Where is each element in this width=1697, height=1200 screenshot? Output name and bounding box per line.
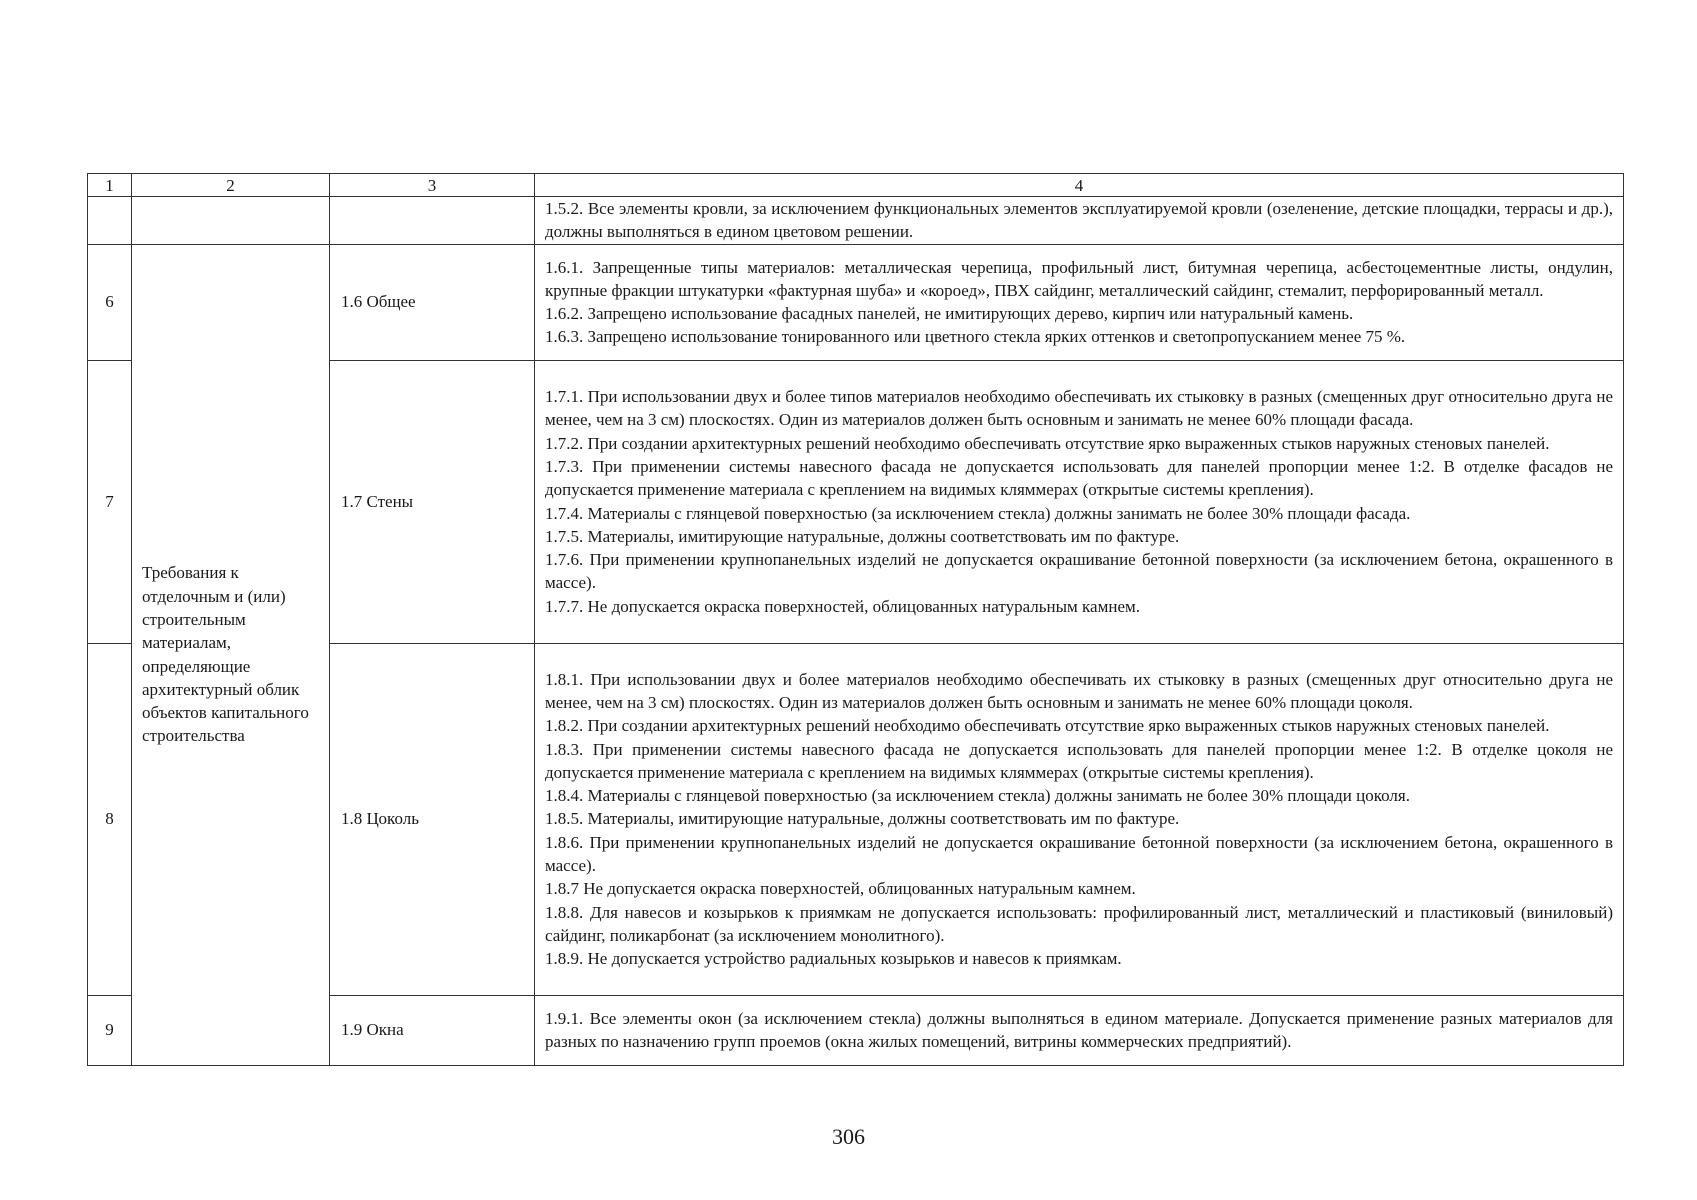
header-col-2: 2 (132, 174, 330, 197)
requirements-table (87, 173, 1624, 1066)
row-category (330, 197, 535, 245)
requirement-group-cell: Требования к отделочным и (или) строительным материалам, определяющие архитектурный облик объектов капитального строительства (132, 244, 330, 1065)
header-col-4: 4 (535, 174, 1624, 197)
row-number: 6 (88, 244, 132, 360)
row-category: 1.7 Стены (330, 360, 535, 643)
requirement-item: 1.8.6. При применении крупнопанельных изделий не допускается окрашивание бетонной поверхности (за исключением бетона, окрашенного в массе). (545, 832, 1613, 876)
row-items (535, 360, 1624, 643)
requirement-item: 1.6.2. Запрещено использование фасадных панелей, не имитирующих дерево, кирпич или натуральный камень. (545, 304, 1354, 324)
requirement-item: 1.6.3. Запрещено использование тонированного или цветного стекла ярких оттенков и светопропусканием менее 75 %. (545, 327, 1406, 347)
requirement-item: 1.8.4. Материалы с глянцевой поверхностью (за исключением стекла) должны занимать не более 30% площади цоколя. (545, 786, 1410, 806)
requirement-item: 1.8.2. При создании архитектурных решений необходимо обеспечивать отсутствие ярко выраженных стыков наружных стеновых панелей. (545, 716, 1550, 736)
requirement-item: 1.7.6. При применении крупнопанельных изделий не допускается окрашивание бетонной поверхности (за исключением бетона, окрашенного в массе). (545, 550, 1613, 593)
row-number: 8 (88, 643, 132, 995)
requirement-item: 1.7.5. Материалы, имитирующие натуральные, должны соответствовать им по фактуре. (545, 526, 1180, 546)
row-number: 7 (88, 360, 132, 643)
row-number (88, 197, 132, 245)
table-row (88, 197, 1624, 245)
requirement-item: 1.7.3. При применении системы навесного фасада не допускается использовать для панелей пропорции менее 1:2. В отделке фасадов не допускается применение материала с креплением на видимых кляммерах (открытые системы крепления). (545, 457, 1613, 500)
row-items (535, 643, 1624, 995)
requirement-item: 1.8.5. Материалы, имитирующие натуральные, должны соответствовать им по фактуре. (545, 809, 1180, 829)
header-col-1: 1 (88, 174, 132, 197)
row-items (535, 197, 1624, 245)
table-header-row (88, 174, 1624, 197)
page-number: 306 (832, 1124, 865, 1149)
row-number: 9 (88, 995, 132, 1065)
table-row (88, 244, 1624, 360)
row-category: 1.9 Окна (330, 995, 535, 1065)
row-category: 1.8 Цоколь (330, 643, 535, 995)
requirement-item: 1.6.1. Запрещенные типы материалов: металлическая черепица, профильный лист, битумная черепица, асбестоцементные листы, ондулин, крупные фракции штукатурки «фактурная шуба» и «короед», ПВХ сайдинг, металлический сайдинг, стемалит, перфорированный металл. (545, 257, 1613, 300)
requirement-item: 1.7.1. При использовании двух и более типов материалов необходимо обеспечивать их стыковку в разных (смещенных друг относительно друга не менее, чем на 3 см) плоскостях. Один из материалов должен быть основным и занимать не менее 60% площади фасада. (545, 387, 1613, 430)
requirement-item: 1.8.1. При использовании двух и более материалов необходимо обеспечивать их стыковку в разных (смещенных друг относительно друга не менее, чем на 3 см) плоскостях. Один из материалов должен быть основным и занимать не менее 60% площади цоколя. (545, 669, 1613, 712)
requirement-item: 1.8.8. Для навесов и козырьков к приямкам не допускается использовать: профилированный лист, металлический и пластиковый (виниловый) сайдинг, поликарбонат (за исключением монолитного). (545, 902, 1613, 945)
requirement-item: 1.7.7. Не допускается окраска поверхностей, облицованных натуральным камнем. (545, 596, 1141, 616)
requirement-item: 1.7.4. Материалы с глянцевой поверхностью (за исключением стекла) должны занимать не более 30% площади фасада. (545, 503, 1411, 523)
requirement-item: 1.7.2. При создании архитектурных решений необходимо обеспечивать отсутствие ярко выраженных стыков наружных стеновых панелей. (545, 433, 1550, 453)
row-group (132, 197, 330, 245)
requirement-item: 1.9.1. Все элементы окон (за исключением стекла) должны выполняться в едином материале. Допускается применение разных материалов для разных по назначению групп проемов (окна жилых помещений, витрины коммерческих предприятий). (545, 1008, 1613, 1052)
row-items (535, 244, 1624, 360)
row-items (535, 995, 1624, 1065)
requirement-item: 1.8.3. При применении системы навесного фасада не допускается использовать для панелей пропорции менее 1:2. В отделке цоколя не допускается применение материала с креплением на видимых кляммерах (открытые системы крепления). (545, 739, 1613, 782)
header-col-3: 3 (330, 174, 535, 197)
requirement-item: 1.5.2. Все элементы кровли, за исключением функциональных элементов эксплуатируемой кровли (озеленение, детские площадки, террасы и др.), должны выполняться в едином цветовом решении. (545, 199, 1613, 242)
requirement-item: 1.8.9. Не допускается устройство радиальных козырьков и навесов к приямкам. (545, 949, 1122, 969)
requirement-item: 1.8.7 Не допускается окраска поверхностей, облицованных натуральным камнем. (545, 879, 1136, 899)
row-category: 1.6 Общее (330, 244, 535, 360)
